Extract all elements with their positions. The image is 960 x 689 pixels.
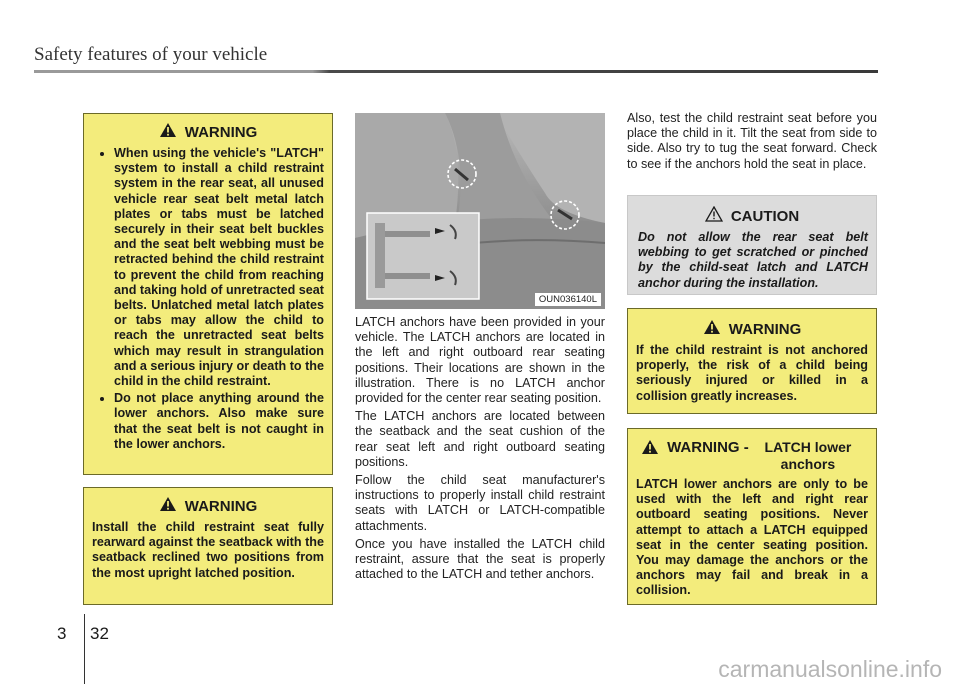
warning-triangle-icon bbox=[703, 319, 721, 339]
caution-triangle-icon bbox=[705, 206, 723, 226]
latch-anchor-illustration bbox=[355, 113, 605, 309]
warning-triangle-icon bbox=[159, 122, 177, 142]
warning-header bbox=[92, 496, 324, 516]
warning-title: WARNING bbox=[728, 320, 802, 338]
warning-box-lower-anchors bbox=[627, 428, 877, 605]
warning-bullet-list bbox=[92, 146, 324, 452]
warning-title: WARNING bbox=[184, 123, 258, 141]
header-rule bbox=[34, 70, 878, 73]
warning-triangle-icon bbox=[159, 496, 177, 516]
warning-box-seatback bbox=[83, 487, 333, 605]
body-paragraph: Follow the child seat manufacturer's instructions to properly install child restraint seats with LATCH or LATCH-compatible attachments. bbox=[355, 473, 605, 533]
warning-bullet: • When using the vehicle's "LATCH" system to install a child restraint system in the rear seat, all unused vehicle rear seat belt metal latch plates or tabs must be latched securely in their seat belt buckles and the seat belt webbing must be retracted behind the child restraint to prevent the child from reaching and taking hold of unretracted seat belts. Unlatched metal latch plates or tabs may allow the child to reach the unretracted seat belts which may result in strangulation and a serious injury or death to the child in the child restraint. bbox=[114, 146, 324, 389]
page-header-title: Safety features of your vehicle bbox=[34, 44, 268, 65]
warning-title: WARNING bbox=[184, 497, 258, 515]
warning-header bbox=[636, 439, 868, 473]
footer-divider bbox=[84, 614, 85, 684]
chapter-number: 3 bbox=[57, 624, 67, 643]
warning-bullet: • Do not place anything around the lower anchors. Also make sure that the seat belt is not caught in the lower anchors. bbox=[114, 391, 324, 452]
warning-header bbox=[92, 122, 324, 142]
warning-box-anchoring bbox=[627, 308, 877, 414]
warning-text: LATCH lower anchors are only to be used with the left and right rear outboard seating positions. Never attempt to attach a LATCH equipped seat in the center seating position. You may damage the anchors or the anchors may fail and break in a collision. bbox=[636, 477, 868, 598]
figure-code-label: OUN036140L bbox=[535, 293, 601, 306]
body-paragraph: The LATCH anchors are located between the seatback and the seat cushion of the rear seat left and right outboard seating positions. bbox=[355, 409, 605, 469]
warning-header bbox=[636, 319, 868, 339]
body-paragraph: LATCH anchors have been provided in your vehicle. The LATCH anchors are located in the left and right outboard rear seating positions. Their locations are shown in the illustration. There is no LATCH anchor provided for the center rear seating position. bbox=[355, 315, 605, 406]
warning-title-prefix: WARNING - bbox=[667, 439, 753, 456]
test-seat-text bbox=[627, 111, 877, 175]
caution-box bbox=[627, 195, 877, 295]
warning-text: If the child restraint is not anchored properly, the risk of a child being seriously injured or killed in a collision greatly increases. bbox=[636, 343, 868, 403]
watermark-text: carmanualsonline.info bbox=[718, 656, 942, 682]
body-paragraph: Also, test the child restraint seat before you place the child in it. Tilt the seat from side to side. Also try to tug the seat forward. Check to see if the anchors hold the seat in place. bbox=[627, 111, 877, 171]
warning-triangle-icon bbox=[641, 439, 659, 459]
caution-title: CAUTION bbox=[730, 207, 800, 225]
warning-title-suffix: LATCH lower anchors bbox=[764, 439, 852, 472]
seat-illustration bbox=[355, 113, 605, 309]
caution-text: Do not allow the rear seat belt webbing to get scratched or pinched by the child-seat latch and LATCH anchor during the installation. bbox=[638, 230, 868, 290]
warning-box-latch-usage bbox=[83, 113, 333, 475]
latch-description-text bbox=[355, 315, 605, 585]
page-number: 32 bbox=[90, 624, 109, 643]
warning-text: Install the child restraint seat fully rearward against the seatback with the seatback reclined two positions from the most upright latched position. bbox=[92, 520, 324, 580]
caution-header bbox=[636, 206, 868, 226]
body-paragraph: Once you have installed the LATCH child restraint, assure that the seat is properly attached to the LATCH and tether anchors. bbox=[355, 536, 605, 582]
